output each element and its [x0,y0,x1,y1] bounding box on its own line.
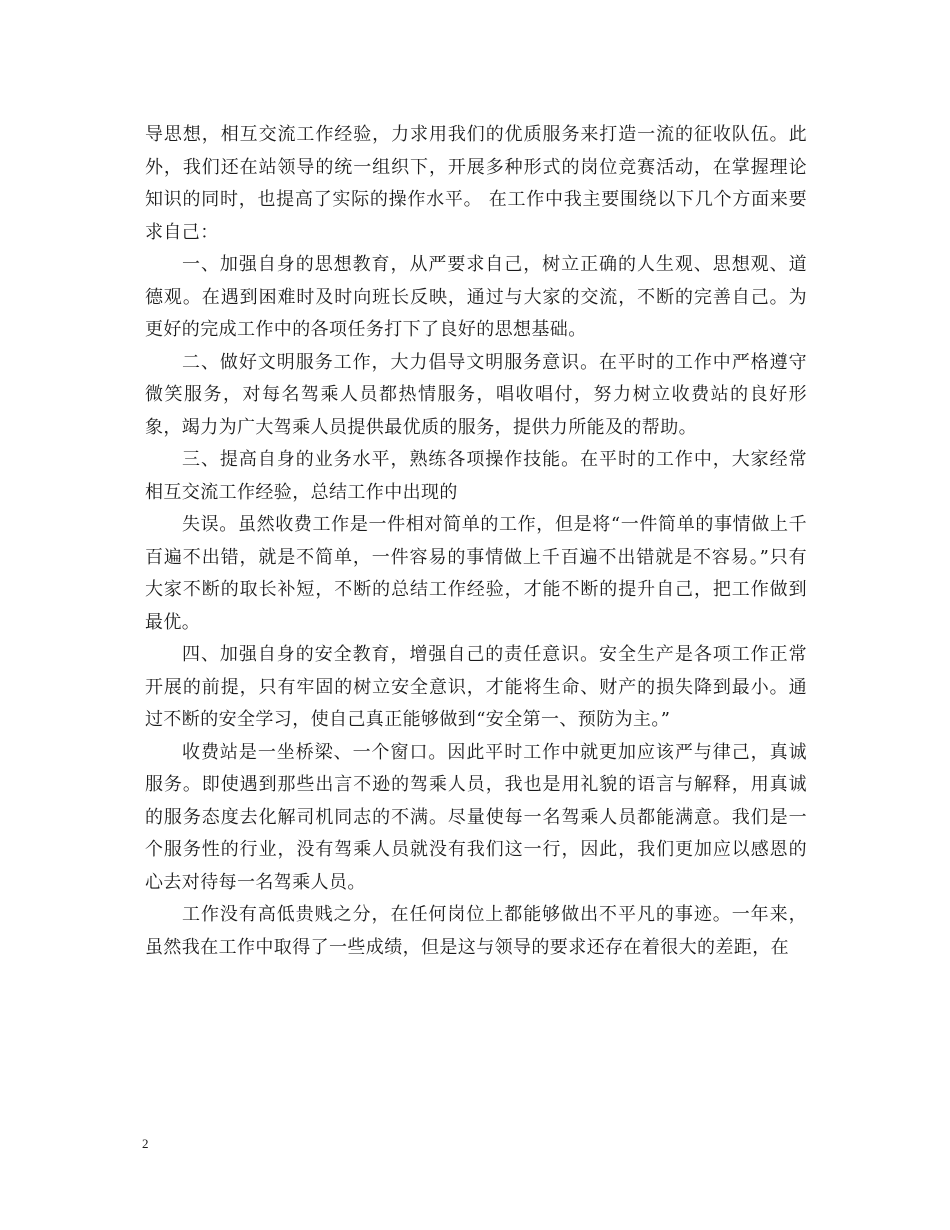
paragraph-5: 失误。虽然收费工作是一件相对简单的工作，但是将“一件简单的事情做上千百遍不出错，就是不简单，一件容易的事情做上千百遍不出错就是不容易。”只有大家不断的取长补短，不断的总结工作经验，才能不断的提升自己，把工作做到最优。 [145,514,807,633]
paragraph-8: 工作没有高低贵贱之分，在任何岗位上都能够做出不平凡的事迹。一年来，虽然我在工作中取得了一些成绩，但是这与领导的要求还存在着很大的差距，在 [145,904,807,958]
document-body [145,119,807,964]
page-number: 2 [142,1136,149,1151]
paragraph-4: 三、提高自身的业务水平，熟练各项操作技能。在平时的工作中，大家经常相互交流工作经验，总结工作中出现的 [145,449,807,503]
paragraph-1: 导思想，相互交流工作经验，力求用我们的优质服务来打造一流的征收队伍。此外，我们还在站领导的统一组织下，开展多种形式的岗位竞赛活动，在掌握理论知识的同时，也提高了实际的操作水平。 在工作中我主要围绕以下几个方面来要求自己： [145,124,807,243]
paragraph-6: 四、加强自身的安全教育，增强自己的责任意识。安全生产是各项工作正常开展的前提，只有牢固的树立安全意识，才能将生命、财产的损失降到最小。通过不断的安全学习，使自己真正能够做到“安全第一、预防为主。” [145,644,807,730]
paragraph-2: 一、加强自身的思想教育，从严要求自己，树立正确的人生观、思想观、道德观。在遇到困难时及时向班长反映，通过与大家的交流，不断的完善自己。为更好的完成工作中的各项任务打下了良好的思想基础。 [145,254,807,340]
paragraph-7: 收费站是一坐桥梁、一个窗口。因此平时工作中就更加应该严与律己，真诚服务。即使遇到那些出言不逊的驾乘人员，我也是用礼貌的语言与解释，用真诚的服务态度去化解司机同志的不满。尽量使每一名驾乘人员都能满意。我们是一个服务性的行业，没有驾乘人员就没有我们这一行，因此，我们更加应以感恩的心去对待每一名驾乘人员。 [145,741,807,893]
paragraph-3: 二、做好文明服务工作，大力倡导文明服务意识。在平时的工作中严格遵守微笑服务，对每名驾乘人员都热情服务，唱收唱付，努力树立收费站的良好形象，竭力为广大驾乘人员提供最优质的服务，提供力所能及的帮助。 [145,351,807,438]
